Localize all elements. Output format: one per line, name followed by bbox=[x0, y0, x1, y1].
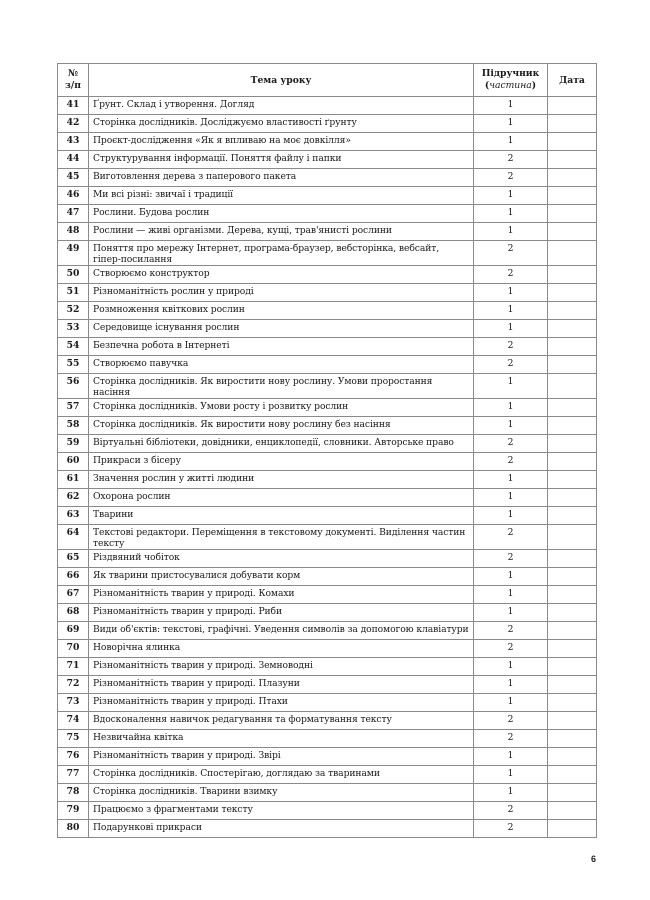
row-number: 72 bbox=[58, 676, 89, 694]
row-date[interactable] bbox=[548, 802, 597, 820]
row-date[interactable] bbox=[548, 586, 597, 604]
row-number: 44 bbox=[58, 151, 89, 169]
row-textbook-part: 1 bbox=[474, 223, 548, 241]
row-number: 70 bbox=[58, 640, 89, 658]
row-textbook-part: 2 bbox=[474, 151, 548, 169]
row-textbook-part: 1 bbox=[474, 568, 548, 586]
row-date[interactable] bbox=[548, 223, 597, 241]
row-date[interactable] bbox=[548, 712, 597, 730]
row-date[interactable] bbox=[548, 658, 597, 676]
table-row bbox=[58, 223, 597, 241]
row-number: 51 bbox=[58, 284, 89, 302]
row-topic: Рослини. Будова рослин bbox=[89, 205, 474, 223]
row-textbook-part: 2 bbox=[474, 525, 548, 550]
table-row bbox=[58, 417, 597, 435]
row-date[interactable] bbox=[548, 748, 597, 766]
table-body bbox=[58, 97, 597, 838]
table-row bbox=[58, 374, 597, 399]
table-row bbox=[58, 550, 597, 568]
page-number: 6 bbox=[591, 854, 597, 864]
row-textbook-part: 1 bbox=[474, 748, 548, 766]
row-textbook-part: 1 bbox=[474, 784, 548, 802]
table-row bbox=[58, 453, 597, 471]
table-row bbox=[58, 97, 597, 115]
row-date[interactable] bbox=[548, 205, 597, 223]
row-date[interactable] bbox=[548, 694, 597, 712]
row-textbook-part: 1 bbox=[474, 205, 548, 223]
row-topic: Охорона рослин bbox=[89, 489, 474, 507]
row-textbook-part: 1 bbox=[474, 97, 548, 115]
table-row bbox=[58, 525, 597, 550]
row-topic: Виготовлення дерева з паперового пакета bbox=[89, 169, 474, 187]
row-textbook-part: 2 bbox=[474, 622, 548, 640]
row-number: 59 bbox=[58, 435, 89, 453]
row-number: 52 bbox=[58, 302, 89, 320]
row-date[interactable] bbox=[548, 766, 597, 784]
table-row bbox=[58, 748, 597, 766]
lesson-plan-table bbox=[57, 63, 597, 838]
table-row bbox=[58, 338, 597, 356]
row-textbook-part: 1 bbox=[474, 284, 548, 302]
table-row bbox=[58, 784, 597, 802]
row-topic: Проєкт-дослідження «Як я впливаю на моє довкілля» bbox=[89, 133, 474, 151]
row-number: 68 bbox=[58, 604, 89, 622]
row-topic: Різноманітність тварин у природі. Комахи bbox=[89, 586, 474, 604]
header-number: № з/п bbox=[58, 64, 89, 97]
table-row bbox=[58, 169, 597, 187]
row-date[interactable] bbox=[548, 525, 597, 550]
row-number: 75 bbox=[58, 730, 89, 748]
row-number: 67 bbox=[58, 586, 89, 604]
row-textbook-part: 2 bbox=[474, 169, 548, 187]
table-row bbox=[58, 568, 597, 586]
row-textbook-part: 1 bbox=[474, 417, 548, 435]
row-number: 48 bbox=[58, 223, 89, 241]
table-row bbox=[58, 320, 597, 338]
row-topic: Працюємо з фрагментами тексту bbox=[89, 802, 474, 820]
row-date[interactable] bbox=[548, 320, 597, 338]
row-number: 42 bbox=[58, 115, 89, 133]
row-textbook-part: 2 bbox=[474, 550, 548, 568]
row-date[interactable] bbox=[548, 187, 597, 205]
row-number: 61 bbox=[58, 471, 89, 489]
row-date[interactable] bbox=[548, 399, 597, 417]
row-topic: Різноманітність тварин у природі. Птахи bbox=[89, 694, 474, 712]
row-number: 65 bbox=[58, 550, 89, 568]
row-number: 73 bbox=[58, 694, 89, 712]
table-row bbox=[58, 471, 597, 489]
table-row bbox=[58, 435, 597, 453]
row-date[interactable] bbox=[548, 568, 597, 586]
row-textbook-part: 1 bbox=[474, 399, 548, 417]
row-date[interactable] bbox=[548, 169, 597, 187]
row-textbook-part: 2 bbox=[474, 730, 548, 748]
row-date[interactable] bbox=[548, 338, 597, 356]
table-row bbox=[58, 187, 597, 205]
header-date: Дата bbox=[548, 64, 597, 97]
row-topic: Розмноження квіткових рослин bbox=[89, 302, 474, 320]
row-number: 64 bbox=[58, 525, 89, 550]
table-row bbox=[58, 802, 597, 820]
row-topic: Сторінка дослідників. Умови росту і розвитку рослин bbox=[89, 399, 474, 417]
row-topic: Поняття про мережу Інтернет, програма-браузер, вебсторінка, вебсайт, гіпер-посилання bbox=[89, 241, 474, 266]
table-row bbox=[58, 266, 597, 284]
row-topic: Сторінка дослідників. Як виростити нову рослину без насіння bbox=[89, 417, 474, 435]
row-number: 78 bbox=[58, 784, 89, 802]
table-header-row bbox=[58, 64, 597, 97]
row-date[interactable] bbox=[548, 640, 597, 658]
row-textbook-part: 2 bbox=[474, 802, 548, 820]
table-row bbox=[58, 115, 597, 133]
row-date[interactable] bbox=[548, 266, 597, 284]
row-number: 54 bbox=[58, 338, 89, 356]
header-textbook-part: Підручник (частина) bbox=[474, 64, 548, 97]
row-topic: Значення рослин у житті людини bbox=[89, 471, 474, 489]
table-row bbox=[58, 302, 597, 320]
table-row bbox=[58, 489, 597, 507]
row-topic: Різноманітність тварин у природі. Земноводні bbox=[89, 658, 474, 676]
row-textbook-part: 1 bbox=[474, 766, 548, 784]
row-date[interactable] bbox=[548, 356, 597, 374]
table-row bbox=[58, 640, 597, 658]
row-number: 69 bbox=[58, 622, 89, 640]
table-row bbox=[58, 712, 597, 730]
row-date[interactable] bbox=[548, 302, 597, 320]
row-date[interactable] bbox=[548, 489, 597, 507]
row-topic: Подарункові прикраси bbox=[89, 820, 474, 838]
row-textbook-part: 2 bbox=[474, 453, 548, 471]
table-row bbox=[58, 622, 597, 640]
table-row bbox=[58, 730, 597, 748]
row-textbook-part: 1 bbox=[474, 187, 548, 205]
row-date[interactable] bbox=[548, 453, 597, 471]
row-date[interactable] bbox=[548, 435, 597, 453]
row-textbook-part: 1 bbox=[474, 586, 548, 604]
row-date[interactable] bbox=[548, 550, 597, 568]
table-row bbox=[58, 356, 597, 374]
row-topic: Безпечна робота в Інтернеті bbox=[89, 338, 474, 356]
row-topic: Середовище існування рослин bbox=[89, 320, 474, 338]
table-row bbox=[58, 820, 597, 838]
row-date[interactable] bbox=[548, 133, 597, 151]
row-number: 60 bbox=[58, 453, 89, 471]
table-row bbox=[58, 586, 597, 604]
row-number: 56 bbox=[58, 374, 89, 399]
row-topic: Рослини — живі організми. Дерева, кущі, трав'янисті рослини bbox=[89, 223, 474, 241]
row-number: 47 bbox=[58, 205, 89, 223]
row-topic: Ми всі різні: звичаї і традиції bbox=[89, 187, 474, 205]
table-row bbox=[58, 151, 597, 169]
row-textbook-part: 1 bbox=[474, 471, 548, 489]
row-textbook-part: 1 bbox=[474, 676, 548, 694]
row-textbook-part: 1 bbox=[474, 507, 548, 525]
row-number: 76 bbox=[58, 748, 89, 766]
row-topic: Як тварини пристосувалися добувати корм bbox=[89, 568, 474, 586]
row-number: 49 bbox=[58, 241, 89, 266]
row-number: 53 bbox=[58, 320, 89, 338]
row-textbook-part: 1 bbox=[474, 658, 548, 676]
row-date[interactable] bbox=[548, 417, 597, 435]
row-topic: Сторінка дослідників. Як виростити нову рослину. Умови проростання насіння bbox=[89, 374, 474, 399]
row-textbook-part: 1 bbox=[474, 604, 548, 622]
row-textbook-part: 1 bbox=[474, 302, 548, 320]
row-number: 66 bbox=[58, 568, 89, 586]
row-number: 55 bbox=[58, 356, 89, 374]
row-topic: Різдвяний чобіток bbox=[89, 550, 474, 568]
row-topic: Різноманітність тварин у природі. Плазуни bbox=[89, 676, 474, 694]
row-topic: Сторінка дослідників. Тварини взимку bbox=[89, 784, 474, 802]
row-topic: Новорічна ялинка bbox=[89, 640, 474, 658]
row-topic: Віртуальні бібліотеки, довідники, енциклопедії, словники. Авторське право bbox=[89, 435, 474, 453]
row-number: 62 bbox=[58, 489, 89, 507]
row-topic: Створюємо конструктор bbox=[89, 266, 474, 284]
row-date[interactable] bbox=[548, 676, 597, 694]
row-topic: Різноманітність тварин у природі. Звірі bbox=[89, 748, 474, 766]
row-topic: Текстові редактори. Переміщення в текстовому документі. Виділення частин тексту bbox=[89, 525, 474, 550]
row-date[interactable] bbox=[548, 784, 597, 802]
row-textbook-part: 2 bbox=[474, 820, 548, 838]
row-textbook-part: 1 bbox=[474, 320, 548, 338]
row-topic: Прикраси з бісеру bbox=[89, 453, 474, 471]
row-date[interactable] bbox=[548, 374, 597, 399]
row-number: 43 bbox=[58, 133, 89, 151]
row-number: 71 bbox=[58, 658, 89, 676]
row-textbook-part: 1 bbox=[474, 489, 548, 507]
row-number: 50 bbox=[58, 266, 89, 284]
row-textbook-part: 1 bbox=[474, 374, 548, 399]
row-textbook-part: 2 bbox=[474, 338, 548, 356]
table-row bbox=[58, 676, 597, 694]
row-number: 41 bbox=[58, 97, 89, 115]
table-row bbox=[58, 399, 597, 417]
row-textbook-part: 2 bbox=[474, 435, 548, 453]
row-number: 58 bbox=[58, 417, 89, 435]
row-topic: Вдосконалення навичок редагування та форматування тексту bbox=[89, 712, 474, 730]
row-textbook-part: 2 bbox=[474, 241, 548, 266]
row-number: 74 bbox=[58, 712, 89, 730]
row-date[interactable] bbox=[548, 471, 597, 489]
row-date[interactable] bbox=[548, 284, 597, 302]
table-row bbox=[58, 604, 597, 622]
row-date[interactable] bbox=[548, 507, 597, 525]
table-row bbox=[58, 133, 597, 151]
table-row bbox=[58, 241, 597, 266]
table-row bbox=[58, 284, 597, 302]
row-textbook-part: 1 bbox=[474, 115, 548, 133]
table-row bbox=[58, 658, 597, 676]
row-date[interactable] bbox=[548, 622, 597, 640]
row-number: 45 bbox=[58, 169, 89, 187]
row-topic: Незвичайна квітка bbox=[89, 730, 474, 748]
row-topic: Види об'єктів: текстові, графічні. Уведення символів за допомогою клавіатури bbox=[89, 622, 474, 640]
row-topic: Ґрунт. Склад і утворення. Догляд bbox=[89, 97, 474, 115]
row-number: 77 bbox=[58, 766, 89, 784]
row-textbook-part: 1 bbox=[474, 694, 548, 712]
row-date[interactable] bbox=[548, 241, 597, 266]
row-number: 79 bbox=[58, 802, 89, 820]
row-date[interactable] bbox=[548, 151, 597, 169]
row-topic: Різноманітність тварин у природі. Риби bbox=[89, 604, 474, 622]
row-topic: Різноманітність рослин у природі bbox=[89, 284, 474, 302]
row-topic: Сторінка дослідників. Досліджуємо властивості ґрунту bbox=[89, 115, 474, 133]
row-date[interactable] bbox=[548, 820, 597, 838]
row-topic: Сторінка дослідників. Спостерігаю, доглядаю за тваринами bbox=[89, 766, 474, 784]
table-row bbox=[58, 694, 597, 712]
row-date[interactable] bbox=[548, 97, 597, 115]
header-topic: Тема уроку bbox=[89, 64, 474, 97]
row-number: 57 bbox=[58, 399, 89, 417]
row-textbook-part: 2 bbox=[474, 356, 548, 374]
row-date[interactable] bbox=[548, 604, 597, 622]
row-topic: Тварини bbox=[89, 507, 474, 525]
row-topic: Створюємо павучка bbox=[89, 356, 474, 374]
table-row bbox=[58, 205, 597, 223]
row-textbook-part: 2 bbox=[474, 266, 548, 284]
row-textbook-part: 2 bbox=[474, 712, 548, 730]
row-date[interactable] bbox=[548, 730, 597, 748]
row-date[interactable] bbox=[548, 115, 597, 133]
row-textbook-part: 1 bbox=[474, 133, 548, 151]
row-number: 80 bbox=[58, 820, 89, 838]
row-topic: Структурування інформації. Поняття файлу і папки bbox=[89, 151, 474, 169]
row-number: 63 bbox=[58, 507, 89, 525]
row-number: 46 bbox=[58, 187, 89, 205]
row-textbook-part: 2 bbox=[474, 640, 548, 658]
table-row bbox=[58, 766, 597, 784]
table-row bbox=[58, 507, 597, 525]
